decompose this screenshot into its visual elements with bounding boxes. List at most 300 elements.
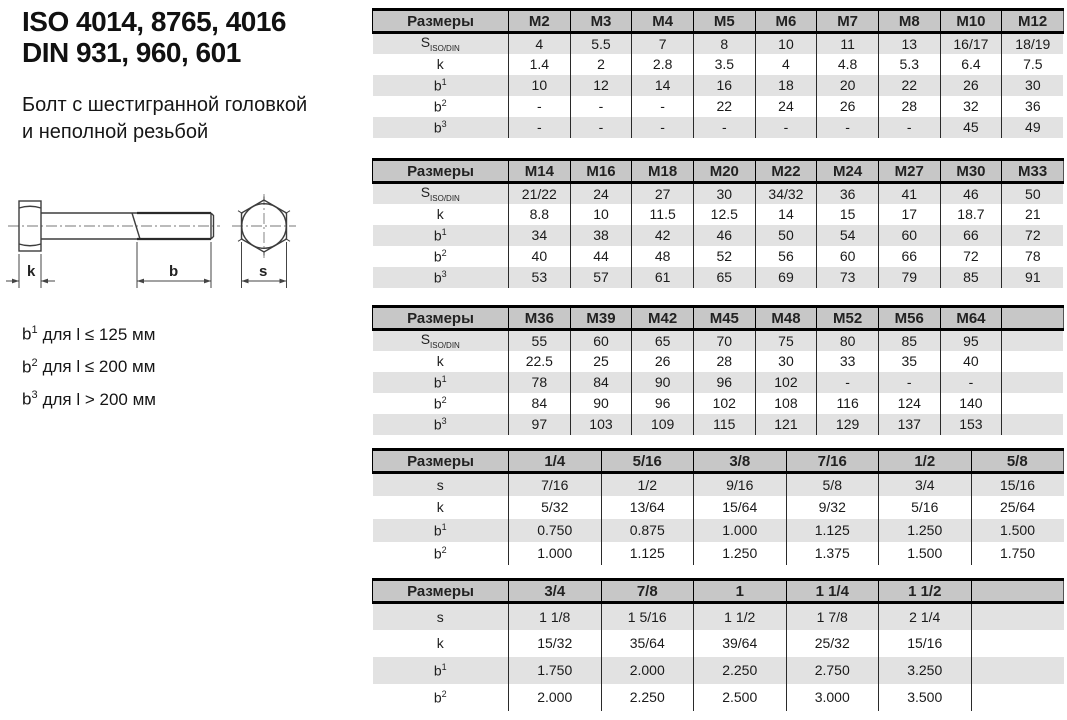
row-label-superscript: 2 (441, 97, 447, 108)
title-iso-line: ISO 4014, 8765, 4016 (22, 6, 286, 37)
cell: 15/16 (879, 630, 972, 657)
row-label (373, 496, 509, 519)
cell: 12.5 (693, 204, 755, 225)
note-b2 (22, 349, 156, 382)
table-row (373, 267, 1064, 288)
head-chamfer-bottom (19, 244, 41, 246)
note-b3-text: для l > 200 мм (42, 389, 156, 409)
column-header: M4 (632, 10, 694, 33)
cell: 36 (1002, 96, 1064, 117)
cell: 10 (570, 204, 632, 225)
cell: 1.375 (786, 542, 879, 565)
cell: 60 (878, 225, 940, 246)
row-label-superscript: 1 (441, 661, 447, 672)
cell: 15/16 (971, 473, 1064, 496)
column-header: M18 (632, 160, 694, 183)
note-b3 (22, 381, 156, 414)
cell: - (878, 117, 940, 138)
column-header: M16 (570, 160, 632, 183)
cell: 103 (570, 414, 632, 435)
cell: 72 (940, 246, 1002, 267)
header-sizes-label: Размеры (373, 10, 509, 33)
table-row (373, 54, 1064, 75)
cell: 7.5 (1002, 54, 1064, 75)
cell: 1.125 (601, 542, 694, 565)
column-header: M12 (1002, 10, 1064, 33)
row-label (373, 54, 509, 75)
cell: 1 1/8 (509, 603, 602, 630)
row-label-superscript: 3 (441, 118, 447, 129)
row-label-symbol: b (433, 248, 442, 265)
row-label-superscript: 3 (441, 415, 447, 426)
cell: 75 (755, 330, 817, 351)
table-row (373, 603, 1064, 630)
cell: 1 7/8 (786, 603, 879, 630)
cell: 9/16 (694, 473, 787, 496)
cell: 97 (509, 414, 571, 435)
cell: 11 (817, 33, 879, 54)
column-header: 1 1/2 (879, 580, 972, 603)
bolt-end-view (232, 194, 296, 288)
cell: 1.250 (694, 542, 787, 565)
cell: 35/64 (601, 630, 694, 657)
cell: 41 (878, 183, 940, 204)
thread-runout (132, 213, 140, 239)
table-row (373, 372, 1064, 393)
column-header: 7/16 (786, 450, 879, 473)
row-label-symbol: S (420, 331, 431, 348)
column-header: M2 (509, 10, 571, 33)
cell: 79 (878, 267, 940, 288)
cell: 4 (755, 54, 817, 75)
table-row (373, 225, 1064, 246)
column-header: M14 (509, 160, 571, 183)
row-label-subscript: ISO/DIN (430, 194, 460, 204)
column-header: 3/4 (509, 580, 602, 603)
cell: 84 (509, 393, 571, 414)
column-header: 3/8 (694, 450, 787, 473)
table-row (373, 657, 1064, 684)
cell: 30 (1002, 75, 1064, 96)
row-label-symbol: b (433, 416, 442, 433)
cell: 65 (693, 267, 755, 288)
cell: 2.750 (786, 657, 879, 684)
cell: 50 (1002, 183, 1064, 204)
row-label-symbol: S (420, 184, 431, 201)
cell: 53 (509, 267, 571, 288)
cell: 85 (940, 267, 1002, 288)
cell: 5.5 (570, 33, 632, 54)
table-header-row (373, 307, 1064, 330)
cell: 12 (570, 75, 632, 96)
cell: 35 (878, 351, 940, 372)
row-label-superscript: 2 (441, 247, 447, 258)
row-label-superscript: 1 (441, 76, 447, 87)
cell: 9/32 (786, 496, 879, 519)
column-header: M33 (1002, 160, 1064, 183)
row-label-symbol: b (433, 227, 442, 244)
column-header: 1/4 (509, 450, 602, 473)
row-label-symbol: b (433, 662, 442, 679)
cell: 32 (940, 96, 1002, 117)
cell: 38 (570, 225, 632, 246)
cell: 26 (940, 75, 1002, 96)
cell: 48 (632, 246, 694, 267)
cell: 5.3 (878, 54, 940, 75)
row-label-subscript: ISO/DIN (430, 341, 460, 351)
table-header-row (373, 160, 1064, 183)
row-label (373, 351, 509, 372)
column-header-empty (971, 580, 1064, 603)
cell: - (632, 117, 694, 138)
cell-empty (1002, 414, 1064, 435)
cell: 20 (817, 75, 879, 96)
column-header: M30 (940, 160, 1002, 183)
row-label (373, 372, 509, 393)
row-label-superscript: 3 (441, 268, 447, 279)
note-b1 (22, 316, 156, 349)
row-label-superscript: 2 (441, 544, 447, 555)
table-row (373, 414, 1064, 435)
cell: 11.5 (632, 204, 694, 225)
cell: 15 (817, 204, 879, 225)
cell: 1.750 (509, 657, 602, 684)
row-label (373, 225, 509, 246)
cell-empty (971, 603, 1064, 630)
cell: 1/2 (601, 473, 694, 496)
dim-label-b: b (169, 263, 179, 280)
cell: 137 (878, 414, 940, 435)
cell: 61 (632, 267, 694, 288)
row-label-superscript: 2 (441, 394, 447, 405)
row-label (373, 75, 509, 96)
cell: 42 (632, 225, 694, 246)
row-label-superscript: 1 (441, 226, 447, 237)
cell: - (570, 117, 632, 138)
cell-empty (1002, 393, 1064, 414)
cell: 1.750 (971, 542, 1064, 565)
cell: 73 (817, 267, 879, 288)
tables-container (372, 0, 1063, 720)
row-label-symbol: b (433, 395, 442, 412)
row-label (373, 630, 509, 657)
column-header: M27 (878, 160, 940, 183)
cell: - (570, 96, 632, 117)
cell-empty (1002, 372, 1064, 393)
cell: 153 (940, 414, 1002, 435)
cell: 39/64 (694, 630, 787, 657)
table-row (373, 33, 1064, 54)
cell: 15/32 (509, 630, 602, 657)
cell: 16/17 (940, 33, 1002, 54)
column-header: M8 (878, 10, 940, 33)
cell: 1.500 (971, 519, 1064, 542)
table-row (373, 519, 1064, 542)
s-arrow-right (280, 279, 287, 284)
column-header: M3 (570, 10, 632, 33)
cell: 34 (509, 225, 571, 246)
cell: 1.000 (509, 542, 602, 565)
cell: - (878, 372, 940, 393)
row-label-symbol: b (433, 119, 442, 136)
cell: - (755, 117, 817, 138)
row-label-superscript: 1 (441, 373, 447, 384)
table-row (373, 204, 1064, 225)
cell-empty (971, 684, 1064, 711)
cell: 7 (632, 33, 694, 54)
column-header: M48 (755, 307, 817, 330)
cell: 102 (755, 372, 817, 393)
left-panel (0, 0, 370, 720)
dim-label-s: s (259, 263, 268, 280)
cell: - (940, 372, 1002, 393)
row-label-symbol: b (433, 77, 442, 94)
column-header: 1/2 (879, 450, 972, 473)
row-label (373, 33, 509, 54)
row-label (373, 542, 509, 565)
k-arrow-right (41, 279, 48, 284)
cell: 2 (570, 54, 632, 75)
row-label (373, 473, 509, 496)
row-label-symbol: s (436, 476, 444, 493)
header-sizes-label: Размеры (373, 307, 509, 330)
cell: 52 (693, 246, 755, 267)
column-header: M7 (817, 10, 879, 33)
cell: 1.125 (786, 519, 879, 542)
cell: 116 (817, 393, 879, 414)
cell: 1.500 (879, 542, 972, 565)
cell: 66 (940, 225, 1002, 246)
cell: 121 (755, 414, 817, 435)
note-b1-symbol: b (22, 324, 32, 344)
row-label-symbol: k (436, 499, 444, 515)
cell: 109 (632, 414, 694, 435)
cell: 28 (878, 96, 940, 117)
row-label (373, 684, 509, 711)
cell: 2.250 (601, 684, 694, 711)
cell: 28 (693, 351, 755, 372)
cell: 13 (878, 33, 940, 54)
table-row (373, 351, 1064, 372)
row-label-subscript: ISO/DIN (430, 44, 460, 54)
cell: 95 (940, 330, 1002, 351)
cell: 2.250 (694, 657, 787, 684)
cell: 44 (570, 246, 632, 267)
row-label (373, 330, 509, 351)
b-arrow-left (137, 279, 144, 284)
table-row (373, 117, 1064, 138)
cell: 60 (570, 330, 632, 351)
cell: 18.7 (940, 204, 1002, 225)
table-row (373, 75, 1064, 96)
cell: 1.250 (879, 519, 972, 542)
cell: 3.5 (693, 54, 755, 75)
cell: - (632, 96, 694, 117)
cell: 14 (632, 75, 694, 96)
cell: 8 (693, 33, 755, 54)
column-header: M39 (570, 307, 632, 330)
cell: 46 (940, 183, 1002, 204)
column-header: M64 (940, 307, 1002, 330)
row-label-symbol: k (436, 635, 444, 651)
cell: 78 (509, 372, 571, 393)
thread-length-notes (22, 316, 156, 414)
row-label-symbol: b (433, 98, 442, 115)
cell: - (693, 117, 755, 138)
cell: 25/32 (786, 630, 879, 657)
table-header-row (373, 10, 1064, 33)
table-row (373, 96, 1064, 117)
cell: 26 (632, 351, 694, 372)
cell: 21/22 (509, 183, 571, 204)
table-row (373, 246, 1064, 267)
cell: 96 (693, 372, 755, 393)
column-header: M24 (817, 160, 879, 183)
column-header: 1 1/4 (786, 580, 879, 603)
cell: 5/32 (509, 496, 602, 519)
note-b3-symbol: b (22, 389, 32, 409)
table-row (373, 183, 1064, 204)
cell: 22 (693, 96, 755, 117)
cell: 30 (693, 183, 755, 204)
cell: 40 (509, 246, 571, 267)
column-header: M45 (693, 307, 755, 330)
cell: 2.500 (694, 684, 787, 711)
cell: 10 (509, 75, 571, 96)
cell: 6.4 (940, 54, 1002, 75)
page-title (22, 6, 286, 68)
cell: 10 (755, 33, 817, 54)
cell: 16 (693, 75, 755, 96)
column-header: M36 (509, 307, 571, 330)
column-header: M56 (878, 307, 940, 330)
note-b2-symbol: b (22, 357, 32, 377)
subtitle-line-2: и неполной резьбой (22, 121, 209, 143)
dimension-table-metric-m14-m33 (372, 158, 1064, 288)
cell: 78 (1002, 246, 1064, 267)
cell: 40 (940, 351, 1002, 372)
cell: - (509, 96, 571, 117)
cell: 55 (509, 330, 571, 351)
row-label-symbol: k (436, 353, 444, 369)
cell: 90 (570, 393, 632, 414)
note-b1-text: для l ≤ 125 мм (42, 324, 156, 344)
cell: 70 (693, 330, 755, 351)
cell: 30 (755, 351, 817, 372)
cell: 15/64 (694, 496, 787, 519)
cell: 0.750 (509, 519, 602, 542)
cell: 102 (693, 393, 755, 414)
row-label-superscript: 1 (441, 521, 447, 532)
row-label-superscript: 2 (441, 688, 447, 699)
row-label (373, 117, 509, 138)
cell: 25 (570, 351, 632, 372)
cell: 2.000 (509, 684, 602, 711)
header-sizes-label: Размеры (373, 580, 509, 603)
cell: 21 (1002, 204, 1064, 225)
bolt-drawing-svg (6, 192, 328, 310)
table-row (373, 542, 1064, 565)
cell: 60 (817, 246, 879, 267)
cell: 80 (817, 330, 879, 351)
row-label (373, 204, 509, 225)
column-header: M6 (755, 10, 817, 33)
cell: 57 (570, 267, 632, 288)
cell: 17 (878, 204, 940, 225)
cell: 7/16 (509, 473, 602, 496)
cell: 124 (878, 393, 940, 414)
cell: 3.500 (879, 684, 972, 711)
row-label (373, 519, 509, 542)
row-label-symbol: b (433, 522, 442, 539)
cell: 2 1/4 (879, 603, 972, 630)
row-label-symbol: b (433, 374, 442, 391)
table-row (373, 330, 1064, 351)
cell: 5/8 (786, 473, 879, 496)
cell: 3.250 (879, 657, 972, 684)
note-b2-text: для l ≤ 200 мм (42, 357, 156, 377)
cell: 22.5 (509, 351, 571, 372)
cell: 1.4 (509, 54, 571, 75)
dimension-table-inch-threequarters-to-oneandhalf (372, 578, 1064, 711)
k-arrow-left (12, 279, 19, 284)
cell: 84 (570, 372, 632, 393)
table-row (373, 496, 1064, 519)
cell: 36 (817, 183, 879, 204)
cell: 18/19 (1002, 33, 1064, 54)
row-label (373, 183, 509, 204)
cell: 129 (817, 414, 879, 435)
table-header-row (373, 450, 1064, 473)
dimension-table-metric-m2-m12 (372, 8, 1064, 138)
table-header-row (373, 580, 1064, 603)
cell: 2.8 (632, 54, 694, 75)
row-label (373, 657, 509, 684)
row-label (373, 603, 509, 630)
cell: 18 (755, 75, 817, 96)
row-label-symbol: S (420, 34, 431, 51)
column-header: M5 (693, 10, 755, 33)
cell: 56 (755, 246, 817, 267)
note-b1-sup: 1 (31, 324, 38, 336)
dimension-table-metric-m36-m64 (372, 305, 1064, 435)
row-label-symbol: b (433, 269, 442, 286)
cell: 85 (878, 330, 940, 351)
row-label (373, 96, 509, 117)
column-header: 7/8 (601, 580, 694, 603)
cell: 33 (817, 351, 879, 372)
cell: 108 (755, 393, 817, 414)
table-row (373, 393, 1064, 414)
row-label (373, 414, 509, 435)
cell: 69 (755, 267, 817, 288)
cell: 26 (817, 96, 879, 117)
dim-label-k: k (27, 263, 36, 280)
cell: 49 (1002, 117, 1064, 138)
cell: 91 (1002, 267, 1064, 288)
cell: 46 (693, 225, 755, 246)
cell: - (509, 117, 571, 138)
dimension-table-inch-quarter-to-fiveeighths (372, 448, 1064, 565)
cell: 14 (755, 204, 817, 225)
cell: 2.000 (601, 657, 694, 684)
head-chamfer-top (19, 206, 41, 208)
table-row (373, 684, 1064, 711)
cell-empty (1002, 330, 1064, 351)
column-header: M42 (632, 307, 694, 330)
cell: 140 (940, 393, 1002, 414)
cell: 34/32 (755, 183, 817, 204)
